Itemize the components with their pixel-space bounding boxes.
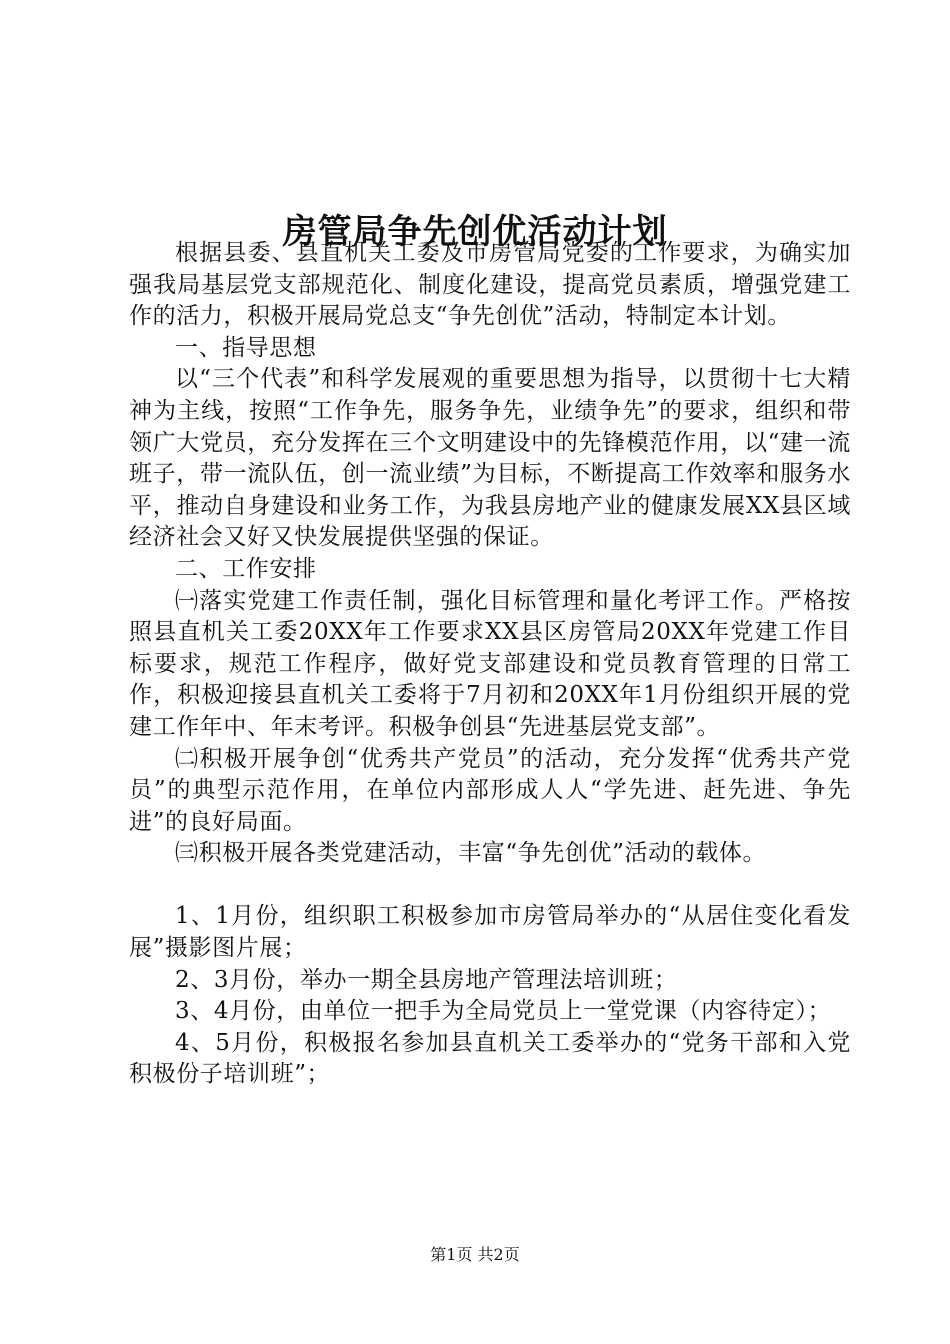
- page-number-indicator: 第1页 共2页: [430, 1245, 520, 1264]
- activity-item-3: 3、4月份，由单位一把手为全局党员上一堂党课（内容待定）；: [175, 998, 832, 1025]
- section-heading-work-arrangement: 二、工作安排: [175, 555, 317, 582]
- document-title: 房管局争先创优活动计划: [282, 211, 668, 252]
- work-item-2-paragraph: ㈡积极开展争创“优秀共产党员”的活动，充分发挥“优秀共产党员”的典型示范作用，在单位内部形成人人“学先进、赶先进、争先进”的良好局面。: [129, 745, 851, 835]
- intro-paragraph: 根据县委、县直机关工委及市房管局党委的工作要求，为确实加强我局基层党支部规范化、制度化建设，提高党员素质，增强党建工作的活力，积极开展局党总支“争先创优”活动，特制定本计划。: [129, 240, 851, 330]
- activity-item-2: 2、3月份，举办一期全县房地产管理法培训班；: [175, 966, 678, 993]
- section-heading-guiding-ideology: 一、指导思想: [175, 334, 317, 361]
- work-item-1-paragraph: ㈠落实党建工作责任制，强化目标管理和量化考评工作。严格按照县直机关工委20XX年工作要求XX县区房管局20XX年党建工作目标要求，规范工作程序，做好党支部建设和党员教育管理的日常工作，积极迎接县直机关工委将于7月初和20XX年1月份组织开展的党建工作年中、年末考评。积极争创县“先进基层党支部”。: [129, 587, 851, 740]
- activity-item-1: 1、1月份，组织职工积极参加市房管局举办的“从居住变化看发展”摄影图片展；: [129, 903, 851, 962]
- page-footer: [0, 1244, 950, 1266]
- activity-item-4: 4、5月份，积极报名参加县直机关工委举办的“党务干部和入党积极份子培训班”；: [129, 1029, 851, 1088]
- work-item-3-paragraph: ㈢积极开展各类党建活动，丰富“争先创优”活动的载体。: [175, 840, 767, 867]
- document-body: [129, 238, 851, 1091]
- guiding-ideology-paragraph: 以“三个代表”和科学发展观的重要思想为指导，以贯彻十七大精神为主线，按照“工作争先，服务争先，业绩争先”的要求，组织和带领广大党员，充分发挥在三个文明建设中的先锋模范作用，以“建一流班子，带一流队伍，创一流业绩”为目标，不断提高工作效率和服务水平，推动自身建设和业务工作，为我县房地产业的健康发展XX县区域经济社会又好又快发展提供坚强的保证。: [129, 366, 851, 551]
